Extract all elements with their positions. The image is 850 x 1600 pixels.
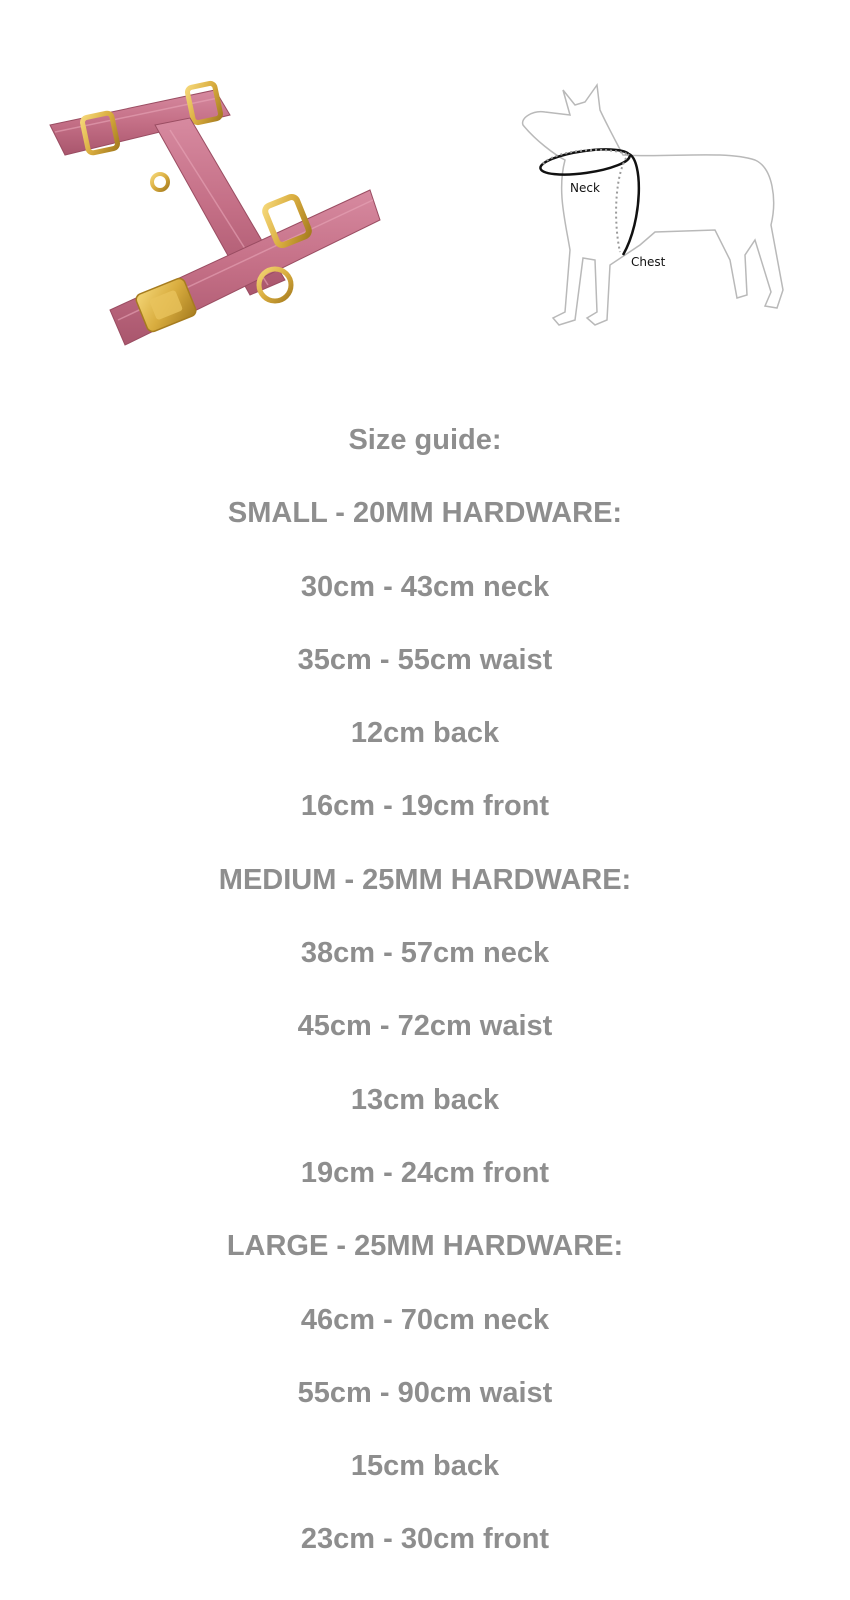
size-guide-title: Size guide:	[348, 424, 502, 456]
large-front: 23cm - 30cm front	[300, 1523, 550, 1556]
large-waist: 55cm - 90cm waist	[297, 1376, 553, 1409]
size-heading-small: SMALL - 20MM HARDWARE:	[227, 497, 623, 530]
small-waist: 35cm - 55cm waist	[297, 643, 553, 676]
medium-back: 13cm back	[350, 1083, 500, 1116]
small-front: 16cm - 19cm front	[300, 790, 550, 823]
size-heading-medium: MEDIUM - 25MM HARDWARE:	[218, 863, 632, 896]
dog-measurement-diagram	[515, 80, 815, 350]
neck-measure-ring	[539, 145, 631, 179]
small-neck: 30cm - 43cm neck	[300, 570, 550, 603]
medium-front: 19cm - 24cm front	[300, 1156, 550, 1189]
chest-label: Chest	[631, 255, 666, 269]
medium-neck: 38cm - 57cm neck	[300, 937, 550, 970]
size-guide	[0, 404, 850, 1577]
harness-photo	[40, 70, 400, 380]
small-back: 12cm back	[350, 717, 500, 750]
neck-label: Neck	[570, 181, 600, 195]
dog-outline	[523, 85, 783, 325]
size-heading-large: LARGE - 25MM HARDWARE:	[226, 1230, 624, 1263]
chest-measure-ring	[623, 154, 639, 255]
large-neck: 46cm - 70cm neck	[300, 1303, 550, 1336]
large-back: 15cm back	[350, 1450, 500, 1483]
medium-waist: 45cm - 72cm waist	[297, 1010, 553, 1043]
